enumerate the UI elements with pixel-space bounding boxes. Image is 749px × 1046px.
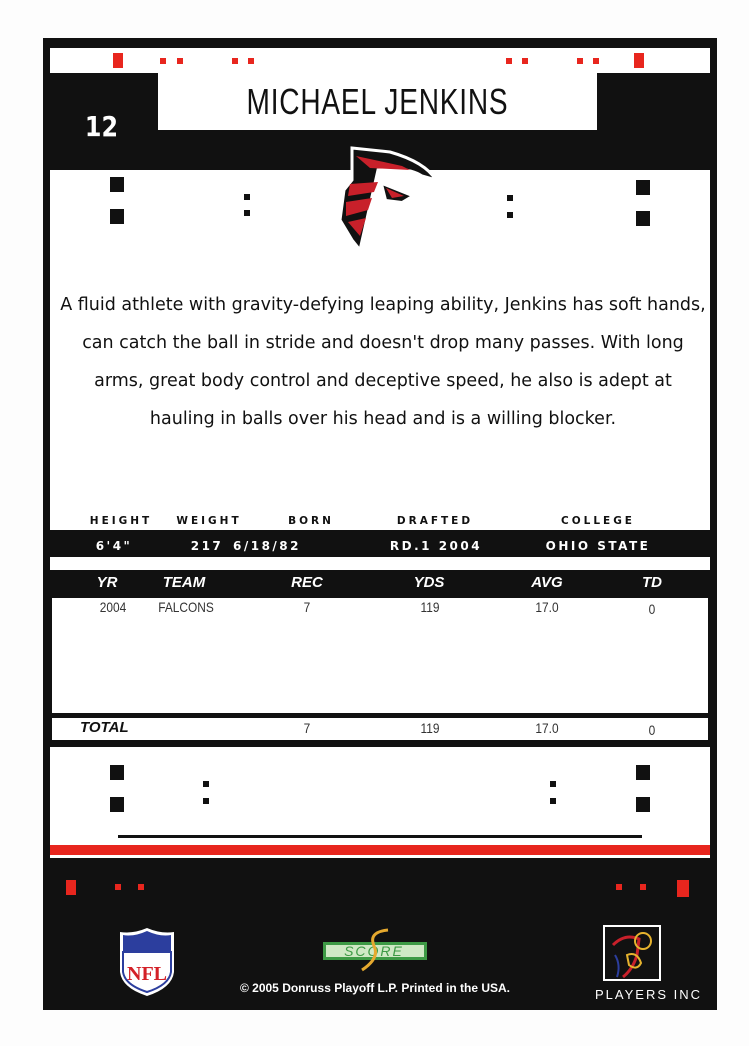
players-inc-text: PLAYERS INC (595, 987, 703, 1002)
score-logo-icon (318, 926, 433, 974)
red-square (634, 53, 644, 68)
vital-label-drafted: DRAFTED (396, 515, 474, 527)
top-strip (50, 48, 710, 73)
red-square (677, 880, 689, 897)
red-square (593, 58, 599, 64)
red-square (577, 58, 583, 64)
black-square (507, 195, 513, 201)
red-square (640, 884, 646, 890)
black-square (110, 177, 124, 192)
svg-text:SCORE: SCORE (344, 943, 404, 959)
spacer (50, 557, 710, 570)
red-square (138, 884, 144, 890)
black-square (636, 211, 650, 226)
red-stripe (50, 845, 710, 855)
jersey-number: 12 (84, 110, 119, 143)
vital-label-height: HEIGHT (89, 515, 153, 527)
black-square (550, 798, 556, 804)
red-square (232, 58, 238, 64)
vital-label-college: COLLEGE (561, 515, 635, 527)
red-square (160, 58, 166, 64)
copyright-text: © 2005 Donruss Playoff L.P. Printed in the USA. (239, 981, 511, 995)
black-square (636, 765, 650, 780)
red-square (66, 880, 76, 895)
black-square (636, 180, 650, 195)
vital-value-born: 6/18/82 (232, 539, 302, 553)
stats-header-team: TEAM (162, 574, 206, 591)
black-square (507, 212, 513, 218)
black-square (110, 797, 124, 812)
stats-header-yds: YDS (413, 574, 445, 591)
cell-avg: 17.0 (535, 599, 559, 615)
red-square (115, 884, 121, 890)
red-square (616, 884, 622, 890)
red-square (506, 58, 512, 64)
vital-label-weight: WEIGHT (176, 515, 242, 527)
stats-header-td: TD (642, 574, 662, 591)
cell-td: 0 (648, 601, 656, 617)
player-name: MICHAEL JENKINS (246, 80, 509, 122)
stats-header-rec: REC (291, 574, 323, 591)
player-bio: A fluid athlete with gravity-defying leaping ability, Jenkins has soft hands, can catch the ball in stride and doesn't drop many passes. With long arms, great body control and deceptive speed, he also is adept at hauling in balls over his head and is a willing blocker. (60, 295, 706, 429)
divider-line (118, 835, 642, 838)
white-stripe (50, 855, 710, 858)
falcons-logo-icon (330, 140, 440, 255)
vital-value-height: 6'4" (95, 539, 133, 553)
black-square (244, 194, 250, 200)
total-rec: 7 (303, 720, 311, 736)
vital-value-drafted: RD.1 2004 (389, 539, 483, 553)
black-square (636, 797, 650, 812)
cell-yds: 119 (420, 599, 440, 615)
vital-label-born: BORN (288, 515, 334, 527)
cell-rec: 7 (303, 599, 311, 615)
cell-yr: 2004 (99, 599, 127, 615)
red-square (113, 53, 123, 68)
black-square (244, 210, 250, 216)
total-avg: 17.0 (535, 720, 559, 736)
total-yds: 119 (420, 720, 440, 736)
total-label: TOTAL (80, 719, 129, 736)
red-square (177, 58, 183, 64)
lower-panel (50, 747, 710, 845)
total-td: 0 (648, 722, 656, 738)
stats-header-avg: AVG (531, 574, 563, 591)
red-square (522, 58, 528, 64)
vital-value-college: OHIO STATE (545, 539, 651, 553)
stats-body (52, 598, 708, 713)
red-square (248, 58, 254, 64)
cell-team: FALCONS (158, 599, 214, 615)
total-row-bg (52, 718, 708, 740)
black-square (550, 781, 556, 787)
stats-header-yr: YR (96, 574, 118, 591)
svg-text:NFL: NFL (127, 963, 167, 985)
black-square (203, 798, 209, 804)
black-square (110, 765, 124, 780)
vital-value-weight: 217 (190, 539, 224, 553)
players-inc-logo-icon (603, 925, 661, 981)
black-square (110, 209, 124, 224)
black-square (203, 781, 209, 787)
